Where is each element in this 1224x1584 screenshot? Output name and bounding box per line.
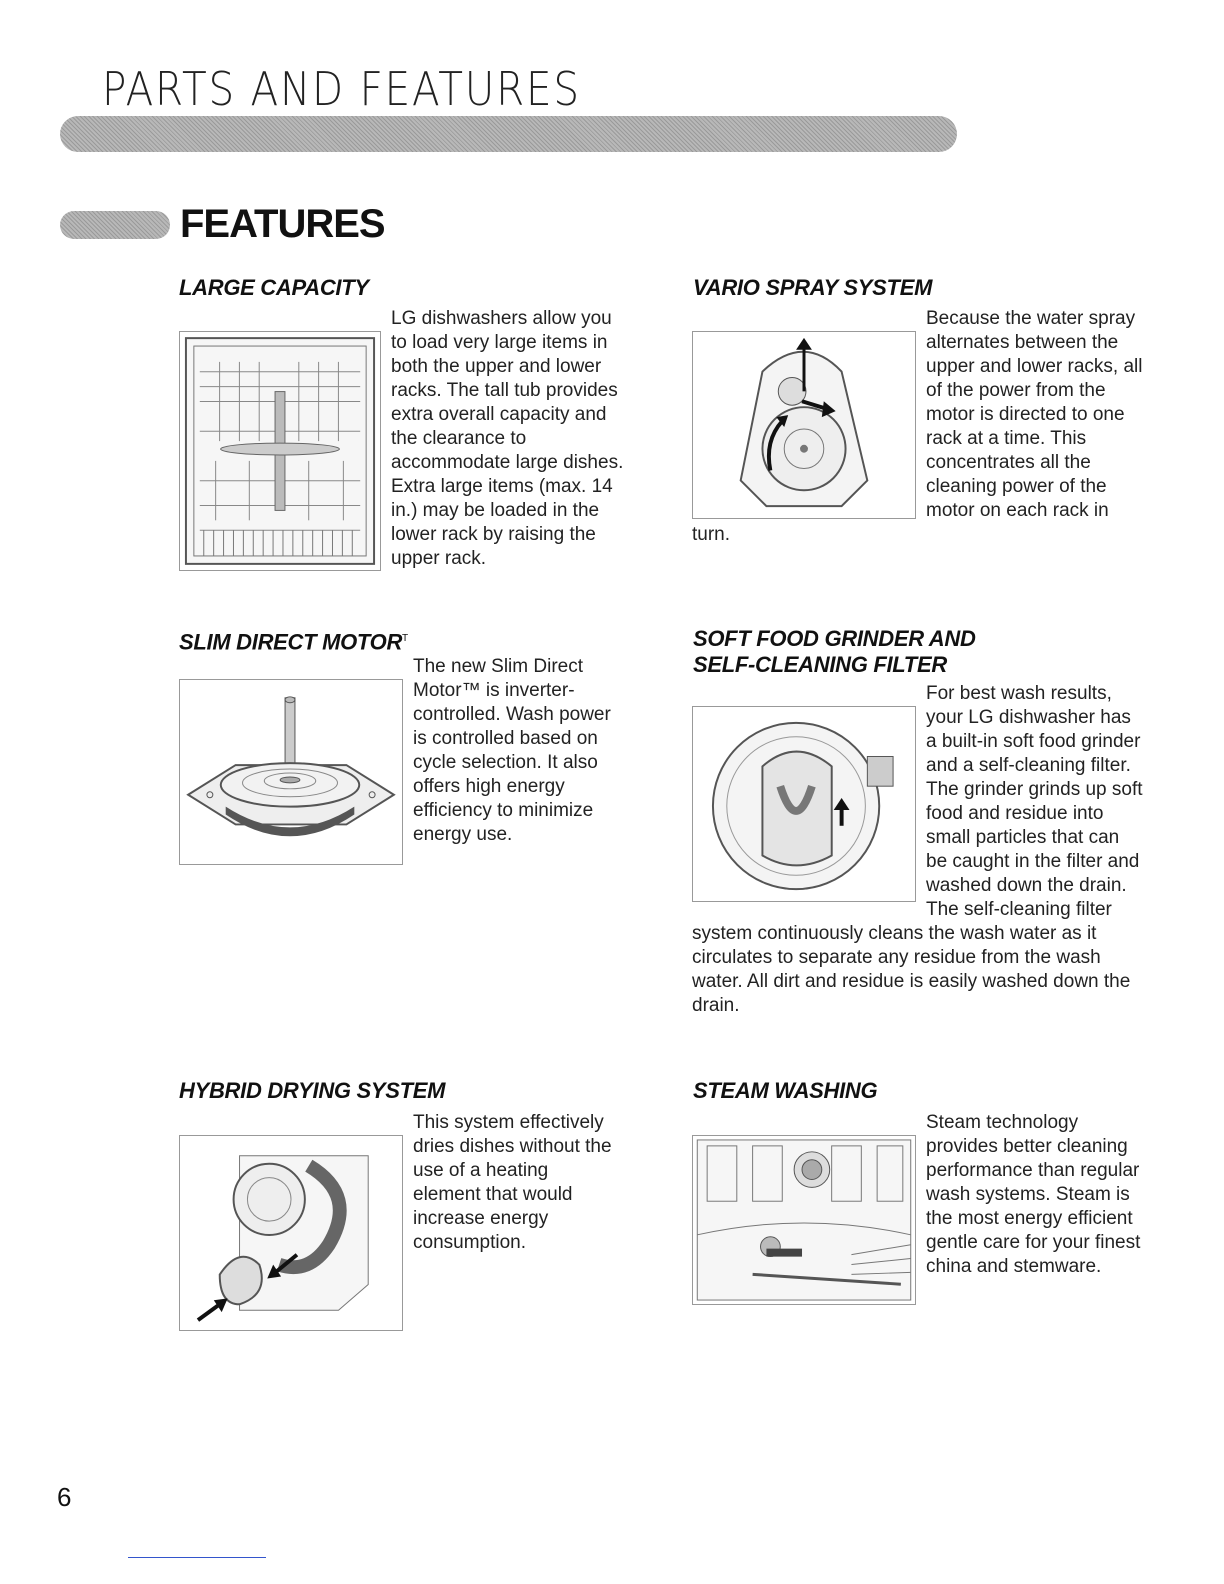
soft-food-grinder-heading-line2: SELF-CLEANING FILTER [693,652,947,677]
page-number: 6 [57,1482,72,1512]
large-capacity-text: LG dishwashers allow you to load very large items in both the upper and lower racks. The tall tub provides extra overall capacity and the clearance to accommodate large dishes. Extra large items (max. 14 in.) may be loaded in the lower rack by raising the upper rack. [391,308,624,569]
steam-washing-heading: STEAM WASHING [693,1078,878,1103]
steam-washing-text: Steam technology provides better cleaning performance than regular wash systems. Steam is the most energy efficient gentle care for your finest china and stemware. [926,1112,1141,1277]
slim-direct-motor-heading-text: SLIM DIRECT MOTOR [179,629,403,655]
vario-spray-text: Because the water spray alternates between the upper and lower racks, all of the power from the motor is directed to one rack at a time. This concentrates all the cleaning power of the motor on each rack in turn. [692,308,1143,545]
hybrid-drying-heading: HYBRID DRYING SYSTEM [179,1078,446,1103]
footer-line [128,1557,266,1558]
soft-food-grinder-heading [693,626,976,678]
hybrid-drying-text: This system effectively dries dishes without the use of a heating element that would increase energy consumption. [413,1112,612,1253]
large-capacity-heading: LARGE CAPACITY [179,275,369,300]
slim-direct-motor-section [179,655,619,865]
vario-spray-section [692,307,1144,547]
slim-direct-motor-illustration [179,679,403,865]
slim-direct-motor-heading [179,626,408,655]
page-header-title: PARTS AND FEATURES [102,62,581,116]
soft-food-grinder-illustration [692,706,916,902]
steam-washing-section [692,1111,1144,1305]
hybrid-drying-illustration [179,1135,403,1331]
trademark-mark: T [402,633,408,644]
soft-food-grinder-text: For best wash results, your LG dishwasher has a built-in soft food grinder and a self-cleaning filter. The grinder grinds up soft food and residue into small particles that can be caught in the filter and washed down the drain. The self-cleaning filter system continuously cleans the wash water as it circulates to separate any residue from the wash water. All dirt and residue is easily washed down the drain. [692,683,1143,1016]
header-decorative-bar [60,116,957,152]
soft-food-grinder-heading-line1: SOFT FOOD GRINDER AND [693,626,976,651]
large-capacity-section [179,307,629,571]
slim-direct-motor-text: The new Slim Direct Motor™ is inverter-controlled. Wash power is controlled based on cycle selection. It also offers high energy efficiency to minimize energy use. [413,656,611,845]
section-decorative-pill [60,211,170,239]
hybrid-drying-section [179,1111,619,1331]
steam-washing-illustration [692,1135,916,1305]
vario-spray-illustration [692,331,916,519]
section-title: FEATURES [180,202,385,246]
dishwasher-interior-illustration [179,331,381,571]
vario-spray-heading: VARIO SPRAY SYSTEM [693,275,933,300]
soft-food-grinder-section [692,682,1144,1018]
